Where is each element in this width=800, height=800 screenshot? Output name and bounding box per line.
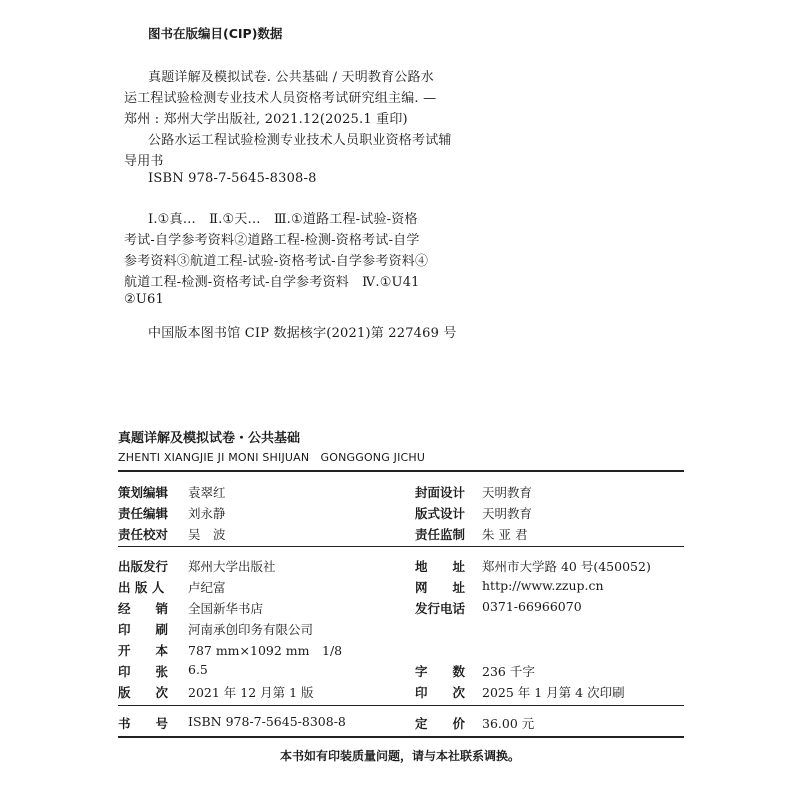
staff-label: 责任校对	[118, 527, 169, 542]
publish-label: 印 次	[415, 685, 466, 700]
publish-value: 卢纪富	[188, 580, 226, 595]
cip-line: 参考资料③航道工程-试验-资格考试-自学参考资料④	[124, 254, 429, 269]
publish-label: 版 次	[118, 685, 169, 700]
divider	[118, 470, 684, 472]
cip-isbn-line: ISBN 978-7-5645-8308-8	[148, 171, 317, 186]
cip-line: 真题详解及模拟试卷. 公共基础 / 天明教育公路水	[148, 70, 434, 85]
divider	[118, 705, 684, 706]
publish-value: 河南承创印务有限公司	[188, 622, 314, 637]
cip-line: 运工程试验检测专业技术人员资格考试研究组主编. —	[124, 91, 437, 106]
publish-label: 出 版 人	[118, 580, 165, 595]
publish-value: 787 mm×1092 mm 1/8	[188, 643, 343, 658]
publish-value: 2025 年 1 月第 4 次印刷	[482, 685, 625, 700]
publish-value: 全国新华书店	[188, 601, 264, 616]
staff-label: 封面设计	[415, 485, 466, 500]
isbn-value: ISBN 978-7-5645-8308-8	[188, 714, 346, 729]
publish-value: 236 千字	[482, 664, 535, 679]
publish-value: 6.5	[188, 662, 208, 677]
cip-line: 郑州 : 郑州大学出版社, 2021.12(2025.1 重印)	[124, 112, 408, 127]
cip-line: 航道工程-检测-资格考试-自学参考资料 Ⅳ.①U41	[124, 275, 420, 290]
publish-value: 2021 年 12 月第 1 版	[188, 685, 314, 700]
cip-line: 导用书	[124, 154, 164, 169]
price-label: 定 价	[415, 716, 466, 731]
isbn-label: 书 号	[118, 716, 169, 731]
staff-label: 版式设计	[415, 506, 466, 521]
publish-label: 印 张	[118, 664, 169, 679]
footer-note: 本书如有印装质量问题，请与本社联系调换。	[279, 749, 520, 763]
publish-label: 印 刷	[118, 622, 169, 637]
book-title: 真题详解及模拟试卷・公共基础	[118, 431, 301, 446]
staff-value: 袁翠红	[188, 485, 226, 500]
publish-label: 出版发行	[118, 559, 169, 574]
cip-line: 公路水运工程试验检测专业技术人员职业资格考试辅	[148, 133, 452, 148]
book-pinyin: ZHENTI XIANGJIE JI MONI SHIJUAN GONGGONG JICHU	[118, 451, 426, 464]
publish-label: 开 本	[118, 643, 169, 658]
publish-label: 经 销	[118, 601, 169, 616]
divider	[118, 546, 684, 547]
staff-value: 朱 亚 君	[482, 527, 528, 542]
cip-line: 考试-自学参考资料②道路工程-检测-资格考试-自学	[124, 233, 420, 248]
publish-value: 郑州大学出版社	[188, 559, 276, 574]
staff-value: 天明教育	[482, 485, 533, 500]
cip-heading: 图书在版编目(CIP)数据	[148, 26, 283, 41]
staff-value: 刘永静	[188, 506, 226, 521]
publish-value: 郑州市大学路 40 号(450052)	[482, 559, 651, 574]
cip-line: Ⅰ.①真… Ⅱ.①天… Ⅲ.①道路工程-试验-资格	[148, 212, 418, 227]
publish-label: 字 数	[415, 664, 466, 679]
staff-value: 吴 波	[188, 527, 226, 542]
publish-label: 网 址	[415, 580, 466, 595]
staff-label: 责任编辑	[118, 506, 169, 521]
cip-record-number: 中国版本图书馆 CIP 数据核字(2021)第 227469 号	[148, 326, 457, 341]
publish-value: 0371-66966070	[482, 599, 582, 614]
staff-value: 天明教育	[482, 506, 533, 521]
staff-label: 责任监制	[415, 527, 466, 542]
publish-value: http://www.zzup.cn	[482, 578, 604, 593]
price-value: 36.00 元	[482, 716, 535, 731]
cip-line: ②U61	[124, 292, 164, 307]
publish-label: 发行电话	[415, 601, 466, 616]
publish-label: 地 址	[415, 559, 466, 574]
divider	[118, 736, 684, 738]
staff-label: 策划编辑	[118, 485, 169, 500]
